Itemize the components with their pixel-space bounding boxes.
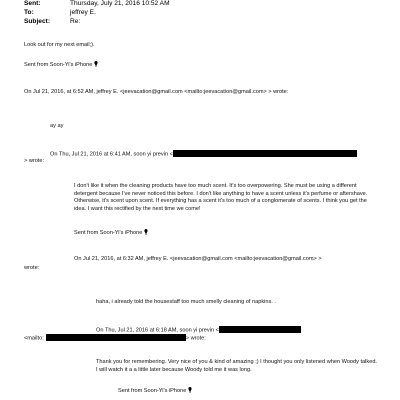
signature-line bbox=[24, 61, 98, 70]
lightbulb-icon bbox=[188, 387, 192, 396]
lightbulb-icon bbox=[94, 61, 98, 70]
sent-value: Thursday, July 21, 2016 10:52 AM bbox=[70, 0, 170, 7]
quote4-mailto-text: <mailto: bbox=[24, 335, 44, 342]
lightbulb-icon bbox=[144, 229, 148, 238]
redaction-bar bbox=[219, 326, 301, 333]
sent-row bbox=[24, 0, 170, 8]
quote4-paragraph: Thank you for remembering. Very nice of you & kind of amazing ;) I thought you only listened when Woody talked. I will watch it a a little later because Woody told me it was long. bbox=[96, 359, 377, 373]
quote4-signature-line bbox=[118, 387, 192, 396]
redaction-bar bbox=[173, 150, 357, 157]
to-row bbox=[24, 9, 96, 17]
quote2-header-start: On Thu, Jul 21, 2016 at 6:41 AM, soon yi previn < bbox=[50, 151, 173, 158]
signature-text: Sent from Soon-Yi's iPhone bbox=[24, 62, 93, 68]
quote4-signature-text: Sent from Soon-Yi's iPhone bbox=[118, 388, 187, 394]
to-label: To: bbox=[24, 9, 34, 16]
redaction-bar bbox=[46, 334, 186, 341]
quote2-wrote: > wrote: bbox=[24, 158, 45, 164]
subject-label: Subject: bbox=[24, 18, 51, 25]
quote4-mailto bbox=[24, 334, 206, 343]
quote3-header: On Jul 21, 2016, at 6:32 AM, jeffrey E. <jeevacation@gmail.com <mailto:jeevacation@gmail.com> > bbox=[74, 256, 322, 262]
subject-value: Re: bbox=[70, 18, 81, 25]
quote2-signature-line bbox=[74, 229, 148, 238]
quote4-header-start: On Thu, Jul 21, 2016 at 6:18 AM, soon yi previn < bbox=[96, 327, 219, 334]
quote1-text: ay ay bbox=[50, 123, 64, 129]
quote1-header: On Jul 21, 2016, at 6:52 AM, jeffrey E. <jeevacation@gmail.com <mailto:jeevacation@gmail.com> > wrote: bbox=[24, 89, 289, 95]
to-value: jeffrey E. bbox=[70, 9, 96, 16]
quote3-text: haha, i already told the housestaff too much smelly cleaning of napkins. . bbox=[96, 299, 276, 305]
quote2-signature-text: Sent from Soon-Yi's iPhone bbox=[74, 230, 143, 236]
quote2-header bbox=[50, 150, 357, 159]
quote3-wrote: wrote: bbox=[24, 265, 40, 271]
sent-label: Sent: bbox=[24, 0, 41, 7]
message-line: Look out for my next email;). bbox=[24, 42, 95, 48]
quote2-paragraph: I don't like it when the cleaning products have too much scent. It's too overpowering. She must be using a different detergent because I've never noticed this before. I don't like anything to have a scent unless it's perfume or aftershave. Otherwise, it's scent upon scent. If everything has a scent it's too much of a conglomerate of scents. I think you get the idea. I want this rectified by the next time we come! bbox=[74, 183, 368, 212]
quote4-wrote: > wrote: bbox=[185, 335, 206, 342]
subject-row bbox=[24, 18, 80, 26]
